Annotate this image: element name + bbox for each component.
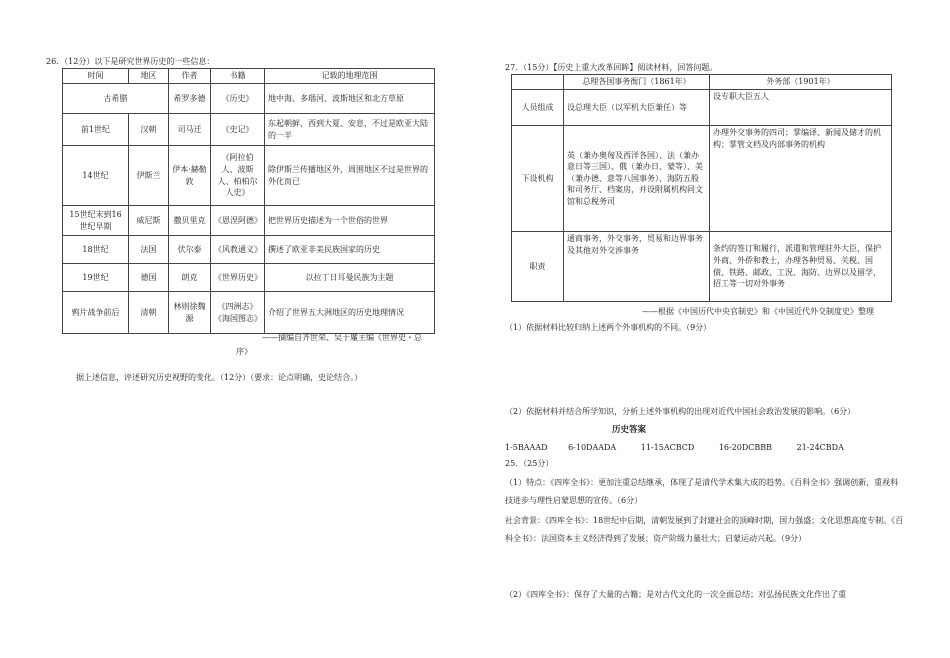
q27-header-cell: 总理各国事务衙门（1861年） [564, 75, 710, 90]
q26-header-row [63, 69, 435, 84]
table-row [63, 206, 435, 236]
region-cell: 伊斯兰 [129, 146, 169, 206]
table-row [63, 264, 435, 292]
answer-paragraph: 社会背景：《四库全书》：18世纪中后期，清朝发展到了封建社会的顶峰时期，国力强盛；文化思想高度专制。《百科全书》：法国资本主义经济得到了发展；资产阶级力量壮大；启蒙运动兴起。（9分） [505, 516, 904, 543]
q26-source-line: 序》 [236, 347, 252, 356]
row-label: 人员组成 [512, 90, 564, 126]
region-cell: 汉朝 [129, 114, 169, 146]
mc-answer-group: 16-20DCBBB [718, 443, 773, 452]
table-row [512, 90, 892, 126]
waiwubu-cell: 办理外交事务的四司；掌编译、新闻及储才的机构；掌管文档及内部事务的机构 [710, 126, 892, 232]
book-cell: 《四洲志》《海国图志》 [211, 292, 265, 334]
row-label: 下设机构 [512, 126, 564, 232]
q26-header-cell: 记载的地理范围 [265, 69, 435, 84]
time-cell: 14世纪 [63, 146, 129, 206]
time-cell: 古希腊 [63, 84, 169, 114]
table-row [63, 114, 435, 146]
scope-cell: 撰述了欧亚非美民族国家的历史 [265, 236, 435, 264]
table-row [63, 292, 435, 334]
time-cell: 18世纪 [63, 236, 129, 264]
scope-cell: 东起朝鲜，西到大夏、安息，不过是欧亚大陆的一半 [265, 114, 435, 146]
author-cell: 伏尔泰 [169, 236, 211, 264]
answer-paragraph: （2）《四库全书》：保存了大量的古籍；是对古代文化的一次全面总结；对弘扬民族文化作出了重 [505, 590, 847, 599]
scope-cell: 把世界历史描述为一个世俗的世界 [265, 206, 435, 236]
book-cell: 《史记》 [211, 114, 265, 146]
book-cell: 《风教通义》 [211, 236, 265, 264]
q27-title: 27．（15分）【历史上重大改革回眸】阅读材料，回答问题。 [505, 63, 718, 72]
author-cell: 撒贝里克 [169, 206, 211, 236]
book-cell: 《恩涅阿德》 [211, 206, 265, 236]
table-row [63, 146, 435, 206]
table-row [512, 232, 892, 302]
q27-header-cell [512, 75, 564, 90]
q26-header-cell: 时间 [63, 69, 129, 84]
mc-answer-group: 6-10DAADA [568, 443, 617, 452]
q27-header-row [512, 75, 892, 90]
region-cell: 德国 [129, 264, 169, 292]
answers-title: 历史答案 [612, 425, 647, 435]
time-cell: 前1世纪 [63, 114, 129, 146]
waiwubu-cell: 条约的签订和履行，派遣和管理驻外大臣，保护外商、外侨和教士，办理各种贸易、关税、国债、铁路、邮政、工況、海防、边界以及留学，招工等一切对外事务 [710, 232, 892, 302]
answer-paragraph: （1）特点：《四库全书》：更加注重总结继承，体现了是清代学术集大成的趋势。《百科全书》强调创新，重视科技进步与理性启蒙思想的宣传。（6分） [505, 478, 899, 505]
q25-head: 25．（25分） [505, 459, 554, 468]
table-row [512, 126, 892, 232]
q27-sub1: （1）依据材料比较归纳上述两个外事机构的不同。（9分） [505, 323, 712, 332]
q27-header-cell: 外务部（1901年） [710, 75, 892, 90]
scope-cell: 地中海、多瑙河、波斯地区和北方草原 [265, 84, 435, 114]
table-row [63, 84, 435, 114]
row-label: 职责 [512, 232, 564, 302]
table-row [63, 236, 435, 264]
author-cell: 希罗多德 [169, 84, 211, 114]
scope-cell: 以拉丁日耳曼民族为主题 [265, 264, 435, 292]
mc-answers [505, 442, 844, 454]
waiwubu-cell: 设专职大臣五人 [710, 90, 892, 126]
book-cell: 《阿拉伯人、波斯人、柏柏尔人史》 [211, 146, 265, 206]
q26-header-cell: 作者 [169, 69, 211, 84]
mc-answer-group: 11-15ACBCD [640, 443, 695, 452]
mc-answer-group: 21-24CBDA [796, 443, 844, 452]
q27-sub2: （2）依据材料并结合所学知识，分析上述外事机构的出现对近代中国社会政治发展的影响。（6分） [505, 407, 856, 416]
time-cell: 15世纪末到16世纪早期 [63, 206, 129, 236]
q27-table [511, 74, 892, 302]
author-cell: 伊本·赫勒敦 [169, 146, 211, 206]
region-cell: 法国 [129, 236, 169, 264]
q26-title: 26．（12分）以下是研究世界历史的一些信息： [46, 57, 215, 66]
mc-answer-group: 1-5BAAAD [505, 443, 548, 452]
author-cell: 司马迁 [169, 114, 211, 146]
q26-header-cell: 书籍 [211, 69, 265, 84]
q26-header-cell: 地区 [129, 69, 169, 84]
yamen-cell: 通商事务，外交事务，贸易和边界事务及其他对外交涉事务 [564, 232, 710, 302]
time-cell: 鸦片战争前后 [63, 292, 129, 334]
time-cell: 19世纪 [63, 264, 129, 292]
book-cell: 《历史》 [211, 84, 265, 114]
yamen-cell: 英（兼办奥匈及西洋各国）、法（兼办意日等三国）、俄（兼办日、蒙等）、美（兼办德、意等八国事务）、海防五股和司务厅、档案房，并设附属机构同文馆和总税务司 [564, 126, 710, 232]
q26-source-line: ——摘编自齐世荣、吴于廑主编《世界史・总 [262, 333, 422, 342]
scope-cell: 介绍了世界五大洲地区的历史地理情况 [265, 292, 435, 334]
region-cell: 威尼斯 [129, 206, 169, 236]
yamen-cell: 设总理大臣（以军机大臣兼任）等 [564, 90, 710, 126]
author-cell: 朗克 [169, 264, 211, 292]
region-cell: 清朝 [129, 292, 169, 334]
scope-cell: 除伊斯兰传播地区外，周围地区不过是世界的外化而已 [265, 146, 435, 206]
book-cell: 《世界历史》 [211, 264, 265, 292]
author-cell: 林则徐魏源 [169, 292, 211, 334]
q26-question: 据上述信息，评述研究历史视野的变化。（12分）（要求：论点明确，史论结合。） [76, 373, 363, 382]
q27-source: ——根据《中国历代中央官制史》和《中国近代外交制度史》整理 [642, 307, 874, 316]
q26-table [62, 68, 435, 334]
